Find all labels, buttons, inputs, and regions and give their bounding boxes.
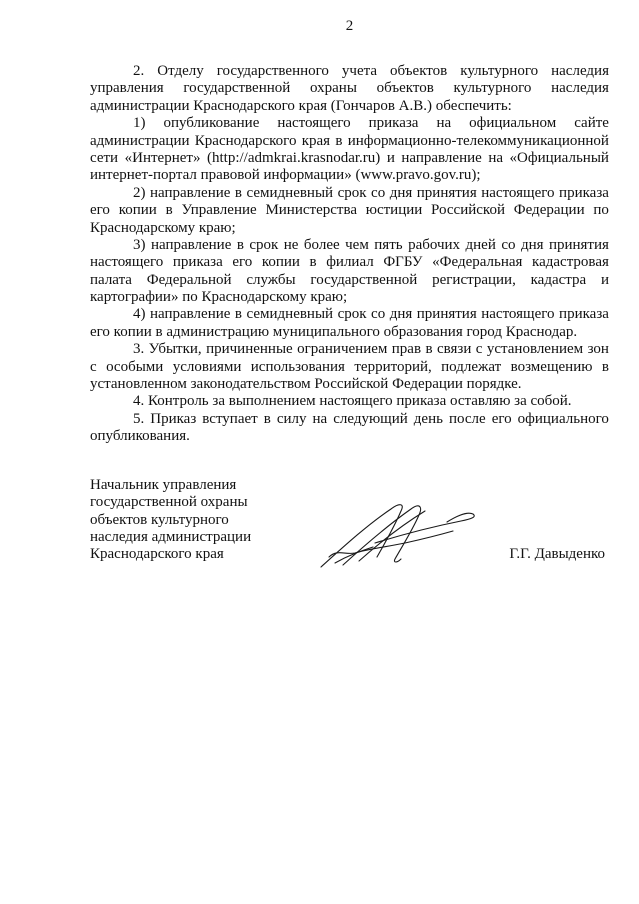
body-line-word: территорий, (354, 358, 432, 375)
body-line-word: его (491, 410, 512, 427)
body-line (90, 237, 609, 254)
body-line (90, 306, 609, 323)
body-line-word: дня (520, 236, 544, 253)
body-line (90, 63, 609, 80)
body-line-word: 4) (133, 306, 146, 323)
body-line-word: установлением (486, 341, 584, 358)
order-body-text (90, 63, 609, 446)
body-line-word: в (263, 410, 271, 427)
body-line: установленном законодательством Российской Федерации порядке. (90, 376, 522, 393)
body-line-word: Федерации (513, 202, 585, 219)
subclause-1-paragraph (90, 115, 609, 185)
signatory-position-line: Краснодарского края (90, 546, 224, 563)
body-line-word: на (436, 115, 452, 132)
body-line-word: в (425, 341, 433, 358)
body-line-word: 5. (133, 410, 145, 427)
body-line-word: принятия (548, 236, 609, 253)
signatory-position-line: объектов культурного (90, 511, 229, 528)
body-line-word: «Интернет» (124, 149, 201, 166)
body-line-word: связи (436, 341, 472, 358)
body-line-word: рабочих (408, 236, 461, 253)
body-line-word: Убытки, (148, 341, 202, 358)
body-line-word: приказа (172, 254, 223, 271)
body-line-word: в (309, 254, 317, 271)
body-line-word: регистрации, (432, 271, 516, 288)
clause-4-paragraph (90, 393, 609, 410)
body-line-word: кадастра (530, 271, 587, 288)
body-line-word: настоящего (90, 254, 164, 271)
body-line-word: после (448, 410, 486, 427)
body-line (90, 202, 609, 219)
clause-3-paragraph (90, 341, 609, 393)
body-line: интернет-портал правовой информации» (www.pravo.gov.ru); (90, 167, 481, 184)
body-line-word: принятия (416, 184, 477, 201)
body-line-word: приказа (559, 184, 609, 201)
body-line: картографии» по Краснодарскому краю; (90, 289, 348, 306)
body-line (90, 185, 609, 202)
signatory-position (90, 477, 310, 563)
body-line-word: культурного (460, 63, 539, 79)
body-line-word: зон (587, 341, 609, 358)
body-line-word: по (593, 202, 609, 219)
body-line-word: срок (337, 306, 367, 323)
body-line-word: срок (249, 236, 279, 253)
body-line-word: дня (389, 184, 413, 201)
body-line-word: филиал (326, 254, 374, 271)
body-line-word: копии (261, 254, 300, 271)
body-line-word: ФГБУ (383, 254, 423, 271)
body-line-word: сайте (574, 115, 609, 132)
body-line-word: приказа (368, 115, 419, 132)
body-line-word: копии (118, 202, 157, 219)
body-line-word: на (312, 410, 328, 427)
body-line-word: использования (250, 358, 345, 375)
body-line-word: не (283, 236, 299, 253)
body-line-word: палата (90, 271, 132, 288)
body-line-word: 1) (133, 115, 146, 132)
body-line-word: на (488, 149, 504, 166)
body-line-word: следующий (333, 410, 408, 427)
body-line-word: Краснодарского (194, 132, 297, 149)
body-line-word: края (301, 132, 331, 149)
body-line-word: учета (341, 63, 378, 79)
body-line-word: в (601, 358, 609, 375)
body-line-word: службы (246, 271, 296, 288)
signatory-position-line: наследия администрации (90, 528, 252, 545)
body-line-word: в (234, 184, 243, 201)
body-line (90, 133, 609, 150)
body-line-word: его (90, 202, 110, 219)
body-line-word: «Официальный (509, 149, 609, 166)
body-line-word: 3) (133, 236, 146, 253)
body-line-word: официальном (469, 115, 557, 132)
body-line-word: силу (276, 410, 307, 427)
body-line-word: (http://admkrai.krasnodar.ru) (206, 149, 381, 166)
body-line-word: и (600, 271, 609, 288)
signatory-position-line: Начальник управления (90, 477, 237, 493)
body-line-word: сети (90, 149, 119, 166)
body-line (90, 341, 609, 358)
body-line-word: Федеральной (146, 271, 232, 288)
body-line-word: 2. (133, 63, 145, 79)
body-line-word: срок (337, 184, 367, 201)
body-line-word: государственного (216, 63, 329, 79)
body-line-word: принятия (416, 306, 477, 323)
body-line: 4. Контроль за выполнением настоящего приказа оставляю за собой. (133, 393, 572, 410)
body-line-word: приказа (559, 306, 609, 323)
body-line-word: со (371, 184, 386, 201)
body-line-word: «Федеральная (432, 254, 523, 271)
body-line: администрации Краснодарского края (Гончаров А.В.) обеспечить: (90, 97, 512, 114)
body-line-word: семидневный (246, 184, 334, 201)
body-line-word: 3. (133, 341, 145, 358)
body-line-word: кадастровая (532, 254, 609, 271)
body-line: опубликования. (90, 428, 190, 445)
body-line-word: государственной (310, 271, 418, 288)
subclause-2-paragraph (90, 185, 609, 237)
handwritten-signature (315, 497, 480, 577)
body-line-word: вступает (202, 410, 258, 427)
body-line (90, 359, 609, 376)
body-line-word: охраны (310, 80, 357, 97)
body-line-word: направление (150, 236, 232, 253)
body-line-word: условиями (172, 358, 242, 375)
signatory-position-line: государственной охраны (90, 494, 248, 511)
subclause-3-paragraph (90, 237, 609, 307)
body-line-word: управления (90, 80, 164, 97)
body-line-word: в (335, 132, 343, 149)
body-line (90, 272, 609, 289)
subclause-4-paragraph (90, 306, 609, 341)
body-line-word: дней (465, 236, 496, 253)
body-line-word: направление (150, 184, 231, 201)
body-line-word: настоящего (481, 184, 555, 201)
body-line-word: направление (150, 306, 231, 323)
body-line-word: юстиции (365, 202, 423, 219)
clause-2-paragraph (90, 63, 609, 115)
body-line: Краснодарскому краю; (90, 219, 236, 236)
body-line-word: семидневный (246, 306, 334, 323)
body-line-word: с (475, 341, 483, 358)
body-line-word: Приказ (150, 410, 197, 427)
body-line-word: с (90, 358, 97, 375)
body-line (90, 115, 609, 132)
body-line-word: официального (517, 410, 609, 427)
body-line-word: дня (389, 306, 413, 323)
body-line-word: Российской (431, 202, 505, 219)
body-line-word: настоящего (277, 115, 351, 132)
body-line-word: его (232, 254, 253, 271)
body-line-word: информационно-телекоммуникационной (347, 132, 609, 149)
body-line-word: в (165, 202, 173, 219)
body-line-word: наследия (551, 80, 609, 97)
body-line-word: прав (391, 341, 422, 358)
body-line-word: со (371, 306, 386, 323)
body-line-word: в (236, 236, 244, 253)
body-line-word: настоящего (481, 306, 555, 323)
body-line-word: государственной (183, 80, 291, 97)
body-line-word: подлежат (441, 358, 502, 375)
signatory-name: Г.Г. Давыденко (509, 546, 605, 562)
body-line: его копии в администрацию муниципального образования город Краснодар. (90, 323, 578, 340)
body-line-word: и (386, 149, 395, 166)
body-line-word: культурного (453, 80, 532, 97)
body-line-word: особыми (106, 358, 164, 375)
body-line-word: наследия (551, 63, 609, 79)
body-line-word: ограничением (297, 341, 388, 358)
body-line-word: Управление (181, 202, 257, 219)
body-line (90, 254, 609, 271)
body-line-word: возмещению (510, 358, 593, 375)
page-number: 2 (345, 18, 354, 34)
body-line (90, 150, 609, 167)
body-line-word: более (303, 236, 340, 253)
body-line (90, 411, 609, 428)
body-line-word: опубликование (163, 115, 260, 132)
body-line-word: 2) (133, 184, 146, 201)
body-line-word: в (234, 306, 243, 323)
body-line-word: день (413, 410, 443, 427)
body-line-word: Отделу (157, 63, 204, 79)
body-line-word: причиненные (206, 341, 293, 358)
body-line-word: объектов (376, 80, 434, 97)
body-line-word: администрации (90, 132, 190, 149)
body-line (90, 80, 609, 97)
body-line-word: чем (345, 236, 369, 253)
clause-5-paragraph (90, 411, 609, 446)
body-line-word: Министерства (265, 202, 357, 219)
body-line-word: объектов (390, 63, 448, 79)
body-line-word: направление (401, 149, 482, 166)
body-line-word: со (501, 236, 516, 253)
body-line-word: пять (374, 236, 403, 253)
